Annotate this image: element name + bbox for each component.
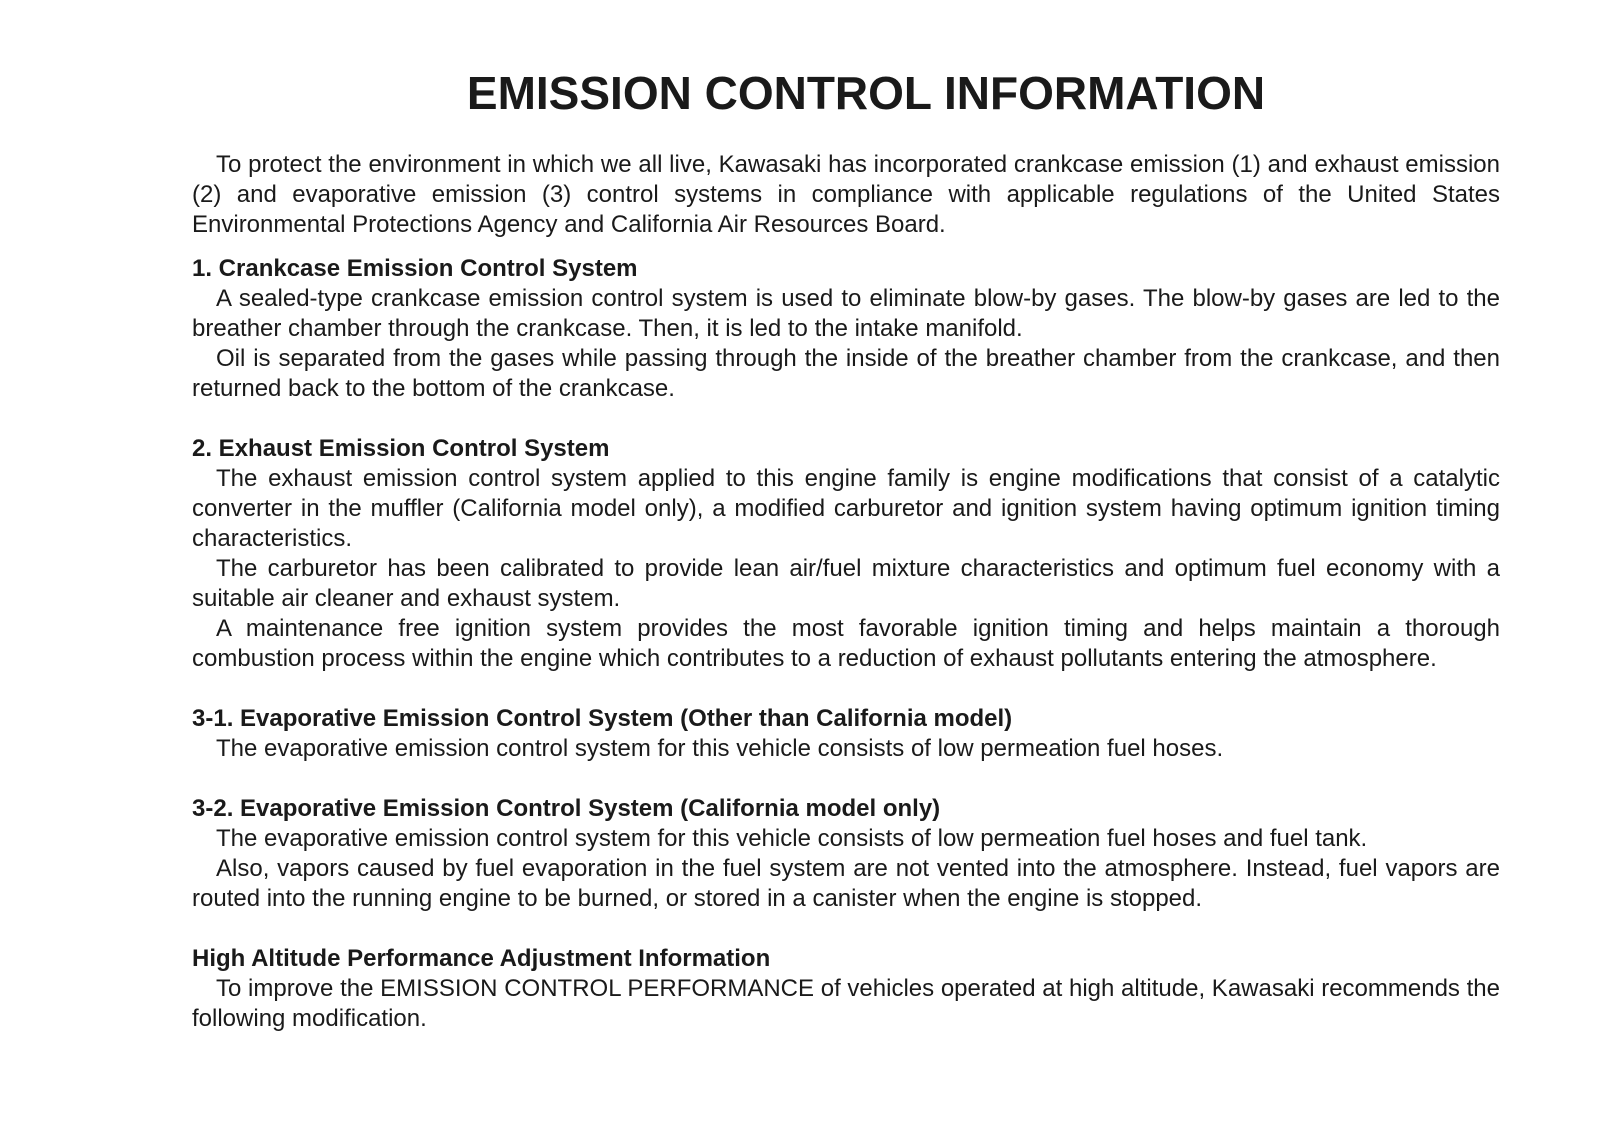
section-paragraph: The exhaust emission control system applied to this engine family is engine modifications that consist of a catalytic converter in the muffler (California model only), a modified carburetor and ignition system having optimum ignition timing characteristics. (192, 465, 1500, 552)
section-exhaust (192, 434, 1500, 674)
page-title: EMISSION CONTROL INFORMATION (466, 67, 1266, 119)
section-heading: High Altitude Performance Adjustment Information (192, 945, 771, 972)
section-heading: 2. Exhaust Emission Control System (192, 435, 610, 462)
section-paragraph: To improve the EMISSION CONTROL PERFORMANCE of vehicles operated at high altitude, Kawasaki recommends the following modification. (192, 975, 1500, 1032)
document-page (192, 60, 1500, 1034)
section-paragraph: A maintenance free ignition system provides the most favorable ignition timing and helps maintain a thorough combustion process within the engine which contributes to a reduction of exhaust pollutants entering the atmosphere. (192, 615, 1500, 672)
intro-paragraph: To protect the environment in which we all live, Kawasaki has incorporated crankcase emission (1) and exhaust emission (2) and evaporative emission (3) control systems in compliance with applicable regulations of the United States Environmental Protections Agency and California Air Resources Board. (192, 151, 1500, 238)
section-heading: 3-2. Evaporative Emission Control System (California model only) (192, 795, 941, 822)
section-paragraph: The evaporative emission control system for this vehicle consists of low permeation fuel hoses. (216, 735, 1224, 762)
section-paragraph: The carburetor has been calibrated to provide lean air/fuel mixture characteristics and optimum fuel economy with a suitable air cleaner and exhaust system. (192, 555, 1500, 612)
section-evaporative-other (192, 704, 1500, 764)
section-heading: 3-1. Evaporative Emission Control System (Other than California model) (192, 705, 1013, 732)
section-crankcase (192, 254, 1500, 404)
section-paragraph: Oil is separated from the gases while passing through the inside of the breather chamber from the crankcase, and then returned back to the bottom of the crankcase. (192, 345, 1500, 402)
section-heading: 1. Crankcase Emission Control System (192, 255, 638, 282)
section-paragraph: Also, vapors caused by fuel evaporation in the fuel system are not vented into the atmosphere. Instead, fuel vapors are routed into the running engine to be burned, or stored in a canister when the engine is stopped. (192, 855, 1500, 912)
section-high-altitude (192, 944, 1500, 1034)
section-paragraph: The evaporative emission control system for this vehicle consists of low permeation fuel hoses and fuel tank. (216, 825, 1368, 852)
section-paragraph: A sealed-type crankcase emission control system is used to eliminate blow-by gases. The blow-by gases are led to the breather chamber through the crankcase. Then, it is led to the intake manifold. (192, 285, 1500, 342)
section-evaporative-california (192, 794, 1500, 914)
